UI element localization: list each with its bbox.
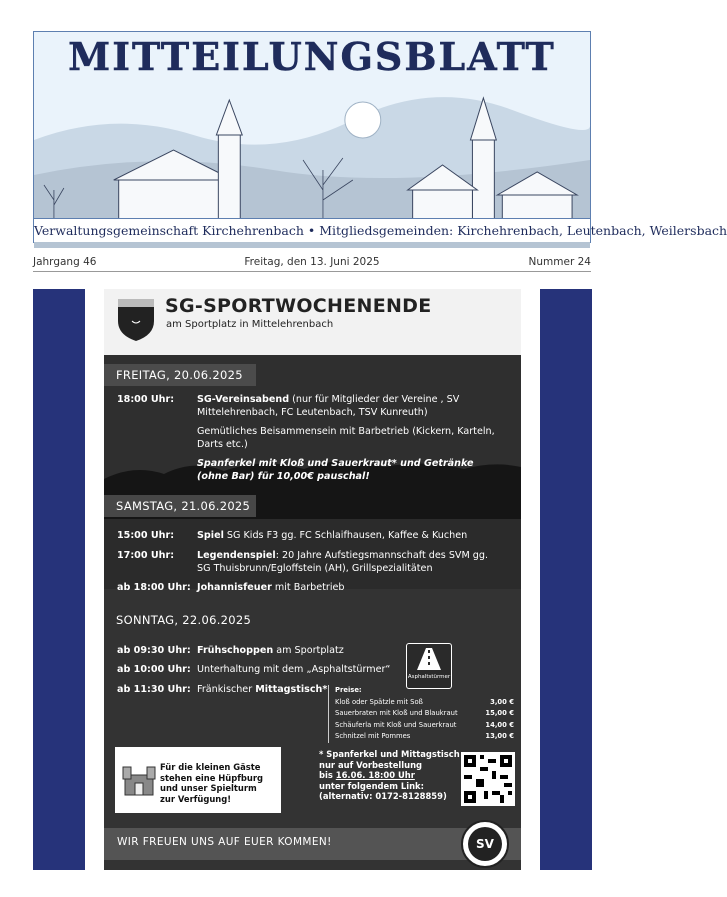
price-item: Schnitzel mit Pommes 13,00 € — [335, 732, 514, 740]
price-item: Schäuferla mit Kloß und Sauerkraut 14,00 € — [335, 720, 514, 729]
issue-info-bar — [33, 254, 591, 272]
issue-date: Freitag, den 13. Juni 2025 — [244, 256, 380, 268]
bouncy-castle-icon — [121, 761, 157, 799]
day-heading-saturday: SAMSTAG, 21.06.2025 — [104, 495, 256, 517]
masthead-banner — [33, 31, 727, 243]
sv-logo-text: SV — [476, 837, 494, 851]
issue-year: Jahrgang 46 — [33, 256, 97, 268]
event-offer: Spanferkel mit Kloß und Sauerkraut* und Getränke (ohne Bar) für 10,00€ pauschal! — [197, 458, 474, 482]
event-description: (nur für Mitglieder der Vereine , SV Mittelehrenbach, FC Leutenbach, TSV Kunreuth) — [197, 394, 460, 418]
event-description: am Sportplatz — [273, 645, 344, 656]
event-detail: Gemütliches Beisammensein mit Barbetrieb (Kickern, Karteln, Darts etc.) — [197, 426, 495, 450]
kids-text-line: Für die kleinen Gäste — [160, 762, 261, 772]
event-description: mit Barbetrieb — [271, 582, 345, 593]
day-heading-sunday: SONNTAG, 22.06.2025 — [116, 613, 252, 627]
event-time: 17:00 Uhr: — [117, 550, 175, 561]
left-sidebar — [33, 289, 85, 870]
event-time: 18:00 Uhr: — [117, 394, 175, 405]
kids-text-line: stehen eine Hüpfburg — [160, 772, 263, 783]
price-list — [328, 685, 514, 743]
event-description: Fränkischer — [197, 684, 256, 695]
right-sidebar — [540, 289, 592, 870]
masthead-subtitle: Verwaltungsgemeinschaft Kirchehrenbach • Mitgliedsgemeinden: Kirchehrenbach, Leutenbach, Weilersbach — [34, 218, 590, 242]
event-poster — [104, 289, 521, 870]
preorder-note: * Spanferkel und Mittagstisch nur auf Vorbestellung bis 16.06. 18:00 Uhr unter folgendem Link: (alternativ: 0172-8128859) — [319, 749, 460, 802]
kids-text-line: zur Verfügung! — [160, 793, 232, 804]
event-title: Spiel — [197, 530, 224, 541]
asphaltstuermer-label: Asphaltstürmer — [407, 674, 451, 680]
event-time: 15:00 Uhr: — [117, 530, 175, 541]
event-description: : 20 Jahre Aufstiegsmannschaft des SVM gg. SG Thuisbrunn/Egloffstein (AH), Grillspezialitäten — [197, 550, 489, 574]
qr-code[interactable] — [461, 752, 515, 806]
masthead-title: MITTEILUNGSBLATT — [68, 34, 556, 79]
price-item: Kloß oder Spätzle mit Soß 3,00 € — [335, 697, 514, 706]
poster-header — [104, 289, 521, 355]
poster-footer — [104, 828, 521, 860]
sv-club-logo — [460, 819, 510, 869]
event-time: ab 10:00 Uhr: — [117, 664, 191, 675]
poster-subtitle: am Sportplatz in Mittelehrenbach — [166, 319, 334, 330]
event-title: Johannisfeuer — [197, 582, 272, 593]
issue-number: Nummer 24 — [528, 256, 591, 268]
kids-info-box — [115, 747, 281, 813]
event-time: ab 18:00 Uhr: — [117, 582, 191, 593]
event-title: Legendenspiel — [197, 550, 276, 561]
event-time: ab 11:30 Uhr: — [117, 684, 191, 695]
event-title: Frühschoppen — [197, 645, 274, 656]
event-title: SG-Vereinsabend — [197, 394, 290, 405]
event-time: ab 09:30 Uhr: — [117, 645, 191, 656]
event-description: Unterhaltung mit dem „Asphaltstürmer“ — [197, 664, 391, 675]
sg-club-logo — [114, 295, 158, 343]
kids-text-line: und unser Spielturm — [160, 783, 257, 793]
price-heading: Preise: — [335, 686, 362, 694]
event-title: Mittagstisch* — [255, 684, 328, 695]
road-icon — [409, 644, 449, 672]
qr-code-icon — [464, 755, 512, 803]
price-item: Sauerbraten mit Kloß und Blaukraut 15,00 € — [335, 709, 514, 717]
event-description: SG Kids F3 gg. FC Schlaifhausen, Kaffee & Kuchen — [223, 530, 468, 541]
footer-slogan: WIR FREUEN UNS AUF EUER KOMMEN! — [117, 836, 332, 848]
asphaltstuermer-logo — [406, 643, 452, 689]
poster-title: SG-SPORTWOCHENENDE — [165, 295, 432, 317]
day-heading-friday: FREITAG, 20.06.2025 — [104, 364, 256, 386]
